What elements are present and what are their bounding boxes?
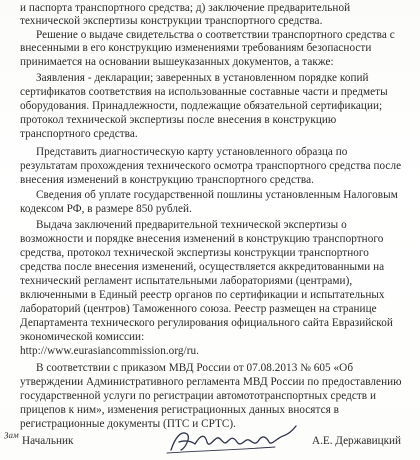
text-line: утверждении Административного регламента МВД России по предоставлению bbox=[20, 376, 402, 388]
text-line: возможности и порядке внесения изменений в конструкцию транспортного bbox=[20, 233, 384, 245]
text-line: кодексом РФ, в размере 850 рублей. bbox=[20, 203, 192, 215]
text-line: внесенными в его конструкцию изменениями требованиям безопасности bbox=[20, 42, 372, 54]
text-line: внесения изменений в конструкцию транспортного средства. bbox=[20, 174, 314, 186]
text-line: Департамента технического регулирования официального сайта Евразийской bbox=[20, 317, 393, 329]
text-line: транспортного средства. bbox=[20, 128, 138, 140]
text-line: включенными в Единый реестр органов по сертификации и испытательных bbox=[20, 289, 385, 301]
text-line: лабораторий (центров) Таможенного союза. Реестр размещен на странице bbox=[20, 303, 377, 315]
handwritten-signature bbox=[165, 420, 300, 460]
text-line: регистрационные документы (ПТС и СРТС). bbox=[20, 418, 237, 430]
link-text: http://www.eurasiancommission.org/ru. bbox=[20, 345, 199, 357]
text-line: В соответствии с приказом МВД России от 07.08.2013 № 605 «Об bbox=[36, 362, 354, 374]
text-line: Сведения об уплате государственной пошлины установленным Налоговым bbox=[36, 189, 398, 201]
text-line: средства, протокол технической экспертизы конструкции транспортного bbox=[20, 247, 369, 259]
signatory-title: Начальник bbox=[22, 435, 74, 447]
handwritten-note: Зам bbox=[3, 429, 19, 441]
text-line: сертификатов соответствия на использованные составные части и предметы bbox=[20, 86, 388, 98]
text-line: оборудования. Принадлежности, подлежащие обязательной сертификации; bbox=[20, 100, 383, 112]
text-line: принимается на основании вышеуказанных документов, а также: bbox=[20, 56, 334, 68]
text-line: средства после внесения изменений, осуществляется аккредитованными на bbox=[20, 261, 385, 273]
text-line: прицепов к ним», изменения регистрационных данных вносятся в bbox=[20, 404, 339, 416]
text-line: экономической комиссии: bbox=[20, 331, 145, 343]
text-line: технический регламент испытательными лабораториями (центрами), bbox=[20, 275, 353, 287]
text-line: Представить диагностическую карту установленного образца по bbox=[36, 146, 348, 158]
text-line: протокол технической экспертизы после внесения в конструкцию bbox=[20, 114, 337, 126]
text-line: Заявления - декларации; заверенных в установленном порядке копий bbox=[36, 72, 369, 84]
signatory-name: А.Е. Державицкий bbox=[312, 435, 401, 447]
text-line: результатам прохождения технического осмотра транспортного средства после bbox=[20, 160, 402, 172]
text-line: Решение о выдаче свидетельства о соответствии транспортного средства с bbox=[36, 29, 395, 41]
text-line: Выдача заключений предварительной технической экспертизы о bbox=[36, 219, 347, 231]
text-line: государственной услуги по регистрации автомототранспортных средств и bbox=[20, 390, 376, 402]
text-line: и паспорта транспортного средства; д) заключение предварительной bbox=[20, 2, 351, 14]
text-line: технической экспертизы конструкции транспортного средства. bbox=[20, 15, 323, 27]
